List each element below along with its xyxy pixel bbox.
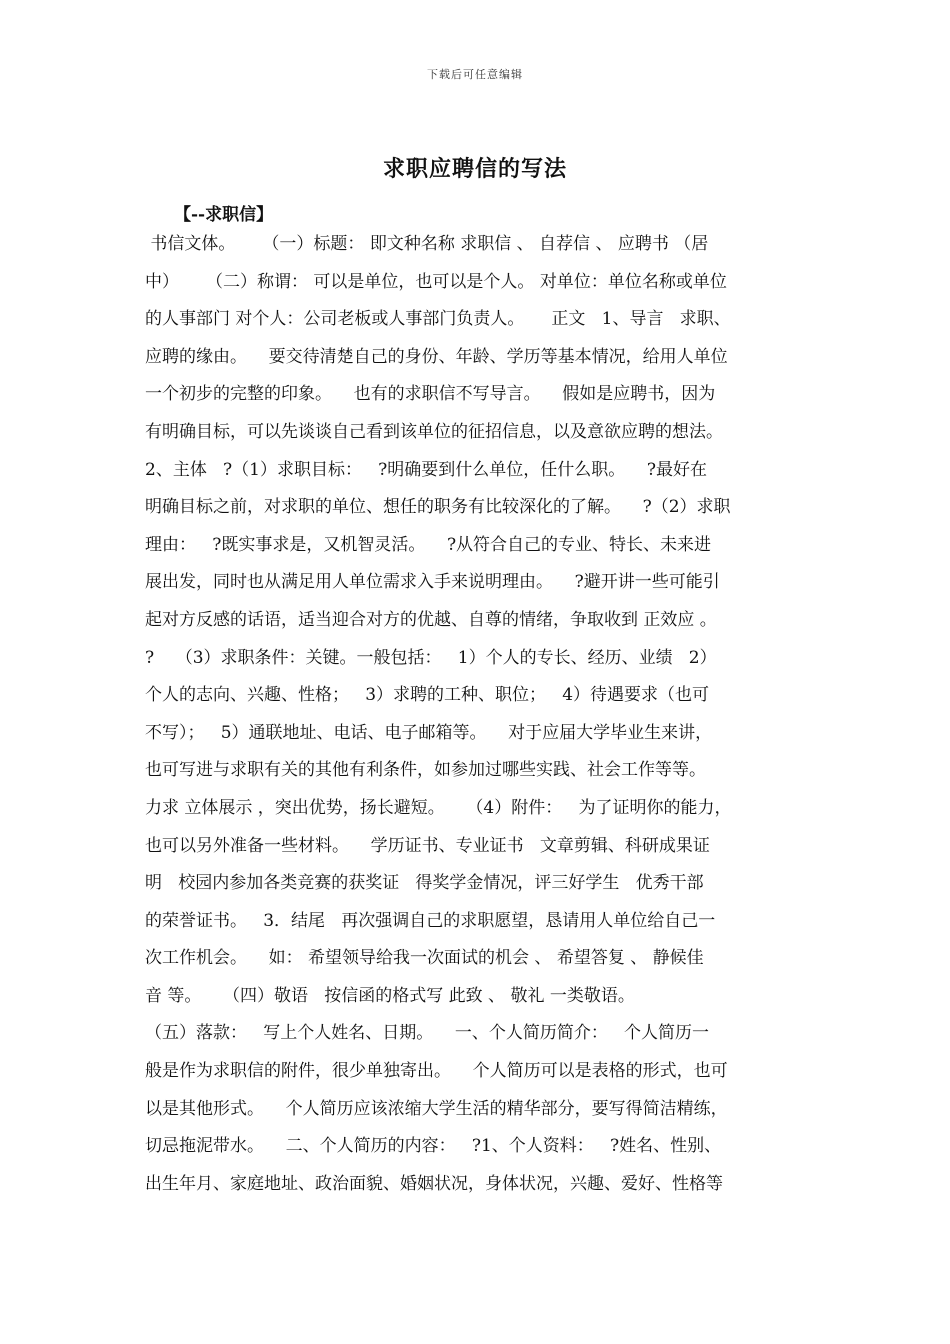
body-line: （五）落款： 写上个人姓名、日期。 一、个人简历简介： 个人简历一 (145, 1023, 710, 1044)
body-line: 出生年月、家庭地址、政治面貌、婚姻状况，身体状况，兴趣、爱好、性格等 (145, 1173, 723, 1194)
page-title: 求职应聘信的写法 (382, 156, 567, 182)
body-line: 音 等。 （四）敬语 按信函的格式写 此致 、 敬礼 一类敬语。 (145, 985, 635, 1006)
body-line: ? （3）求职条件：关键。一般包括： 1）个人的专长、经历、业绩 2） (145, 647, 717, 668)
body-line: 理由： ?既实事求是，又机智灵活。 ?从符合自己的专业、特长、未来进 (145, 534, 712, 555)
body-line: 明确目标之前，对求职的单位、想任的职务有比较深化的了解。 ?（2）求职 (145, 497, 731, 518)
body-line: 也可以另外准备一些材料。 学历证书、专业证书 文章剪辑、科研成果证 (145, 835, 710, 856)
body-line: 2、主体 ?（1）求职目标： ?明确要到什么单位，任什么职。 ?最好在 (145, 459, 708, 480)
body-line: 书信文体。 （一）标题： 即文种名称 求职信 、 自荐信 、 应聘书 （居 (145, 234, 709, 254)
body-line: 的人事部门 对个人：公司老板或人事部门负责人。 正文 1、导言 求职、 (145, 309, 731, 330)
body-line: 起对方反感的话语，适当迎合对方的优越、自尊的情绪，争取收到 正效应 。 (145, 609, 717, 630)
body-line: 力求 立体展示 ，突出优势，扬长避短。 （4）附件： 为了证明你的能力， (145, 797, 732, 818)
body-line: 般是作为求职信的附件，很少单独寄出。 个人简历可以是表格的形式，也可 (145, 1061, 728, 1082)
body-line: 中） （二）称谓： 可以是单位，也可以是个人。 对单位：单位名称或单位 (145, 271, 727, 292)
body-line: 有明确目标，可以先谈谈自己看到该单位的征招信息，以及意欲应聘的想法。 (145, 421, 723, 442)
body-line: 不写）； 5）通联地址、电话、电子邮箱等。 对于应届大学毕业生来讲， (145, 722, 713, 743)
body-line: 展出发，同时也从满足用人单位需求入手来说明理由。 ?避开讲一些可能引 (145, 572, 720, 593)
body-line: 明 校园内参加各类竞赛的获奖证 得奖学金情况，评三好学生 优秀干部 (145, 873, 704, 894)
body-line: 也可写进与求职有关的其他有利条件，如参加过哪些实践、社会工作等等。 (145, 760, 706, 781)
body-line: 次工作机会。 如： 希望领导给我一次面试的机会 、 希望答复 、 静候佳 (145, 948, 704, 969)
body-text (145, 226, 835, 1203)
header-note: 下载后可任意编辑 (427, 68, 523, 81)
body-line: 应聘的缘由。 要交待清楚自己的身份、年龄、学历等基本情况，给用人单位 (145, 346, 728, 367)
body-line: 切忌拖泥带水。 二、个人简历的内容： ?1、个人资料： ?姓名、性别、 (145, 1136, 722, 1157)
body-line: 的荣誉证书。 3．结尾 再次强调自己的求职愿望，恳请用人单位给自己一 (145, 910, 716, 931)
body-line: 个人的志向、兴趣、性格； 3）求聘的工种、职位； 4）待遇要求（也可 (145, 685, 710, 706)
section-label: 【--求职信】 (174, 205, 274, 225)
body-line: 以是其他形式。 个人简历应该浓缩大学生活的精华部分，要写得简洁精练， (145, 1098, 728, 1119)
body-line: 一个初步的完整的印象。 也有的求职信不写导言。 假如是应聘书，因为 (145, 384, 716, 405)
